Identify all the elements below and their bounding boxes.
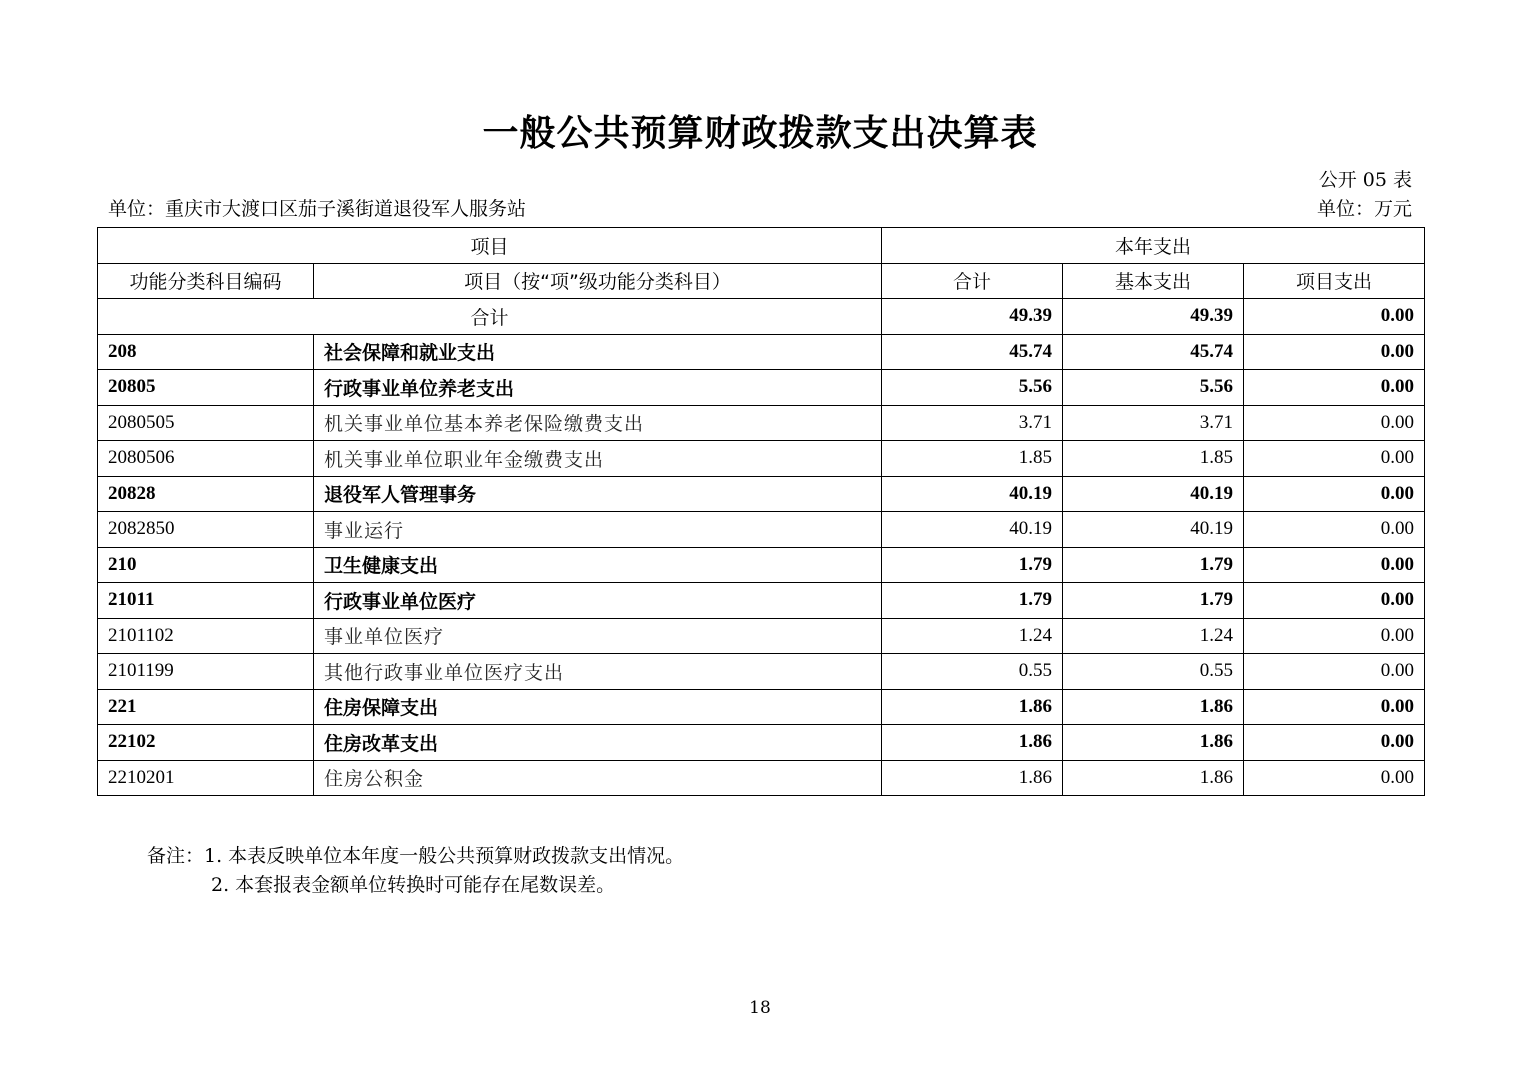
table-row	[98, 618, 1425, 654]
row-name: 退役军人管理事务	[314, 476, 882, 512]
row-total: 1.79	[882, 583, 1063, 619]
total-amount: 49.39	[882, 299, 1063, 335]
row-project: 0.00	[1244, 370, 1425, 406]
row-code: 2082850	[98, 512, 314, 548]
row-name: 卫生健康支出	[314, 547, 882, 583]
row-name: 社会保障和就业支出	[314, 334, 882, 370]
row-total: 1.86	[882, 689, 1063, 725]
table-row	[98, 583, 1425, 619]
row-total: 3.71	[882, 405, 1063, 441]
row-project: 0.00	[1244, 689, 1425, 725]
row-code: 2101199	[98, 654, 314, 690]
row-total: 1.86	[882, 760, 1063, 796]
row-project: 0.00	[1244, 476, 1425, 512]
header-total: 合计	[882, 263, 1063, 299]
total-project: 0.00	[1244, 299, 1425, 335]
expenditure-table	[97, 227, 1425, 796]
header-item: 项目	[98, 228, 882, 264]
row-total: 40.19	[882, 476, 1063, 512]
row-code: 208	[98, 334, 314, 370]
total-row	[98, 299, 1425, 335]
row-name: 住房公积金	[314, 760, 882, 796]
row-name: 行政事业单位医疗	[314, 583, 882, 619]
row-basic: 1.86	[1063, 725, 1244, 761]
row-project: 0.00	[1244, 583, 1425, 619]
remark-line-1: 备注：1. 本表反映单位本年度一般公共预算财政拨款支出情况。	[147, 845, 685, 867]
row-basic: 1.86	[1063, 689, 1244, 725]
row-basic: 45.74	[1063, 334, 1244, 370]
table-row	[98, 476, 1425, 512]
row-basic: 3.71	[1063, 405, 1244, 441]
row-code: 2101102	[98, 618, 314, 654]
row-total: 40.19	[882, 512, 1063, 548]
row-name: 事业单位医疗	[314, 618, 882, 654]
row-basic: 40.19	[1063, 512, 1244, 548]
header-year-expense: 本年支出	[882, 228, 1425, 264]
table-row	[98, 547, 1425, 583]
row-code: 22102	[98, 725, 314, 761]
header-name: 项目（按“项”级功能分类科目）	[314, 263, 882, 299]
row-name: 行政事业单位养老支出	[314, 370, 882, 406]
row-code: 21011	[98, 583, 314, 619]
row-name: 住房保障支出	[314, 689, 882, 725]
row-code: 210	[98, 547, 314, 583]
row-total: 1.79	[882, 547, 1063, 583]
row-basic: 1.85	[1063, 441, 1244, 477]
row-project: 0.00	[1244, 405, 1425, 441]
row-code: 221	[98, 689, 314, 725]
row-name: 机关事业单位职业年金缴费支出	[314, 441, 882, 477]
row-total: 0.55	[882, 654, 1063, 690]
row-basic: 1.79	[1063, 583, 1244, 619]
table-row	[98, 654, 1425, 690]
header-row-top	[98, 228, 1425, 264]
header-row-sub	[98, 263, 1425, 299]
table-row	[98, 370, 1425, 406]
row-project: 0.00	[1244, 618, 1425, 654]
table-row	[98, 334, 1425, 370]
row-basic: 0.55	[1063, 654, 1244, 690]
remarks	[147, 842, 684, 900]
row-code: 2210201	[98, 760, 314, 796]
row-project: 0.00	[1244, 512, 1425, 548]
page-title: 一般公共预算财政拨款支出决算表	[482, 113, 1038, 154]
row-code: 20805	[98, 370, 314, 406]
table-row	[98, 725, 1425, 761]
table-row	[98, 689, 1425, 725]
row-code: 2080506	[98, 441, 314, 477]
table-row	[98, 405, 1425, 441]
row-name: 机关事业单位基本养老保险缴费支出	[314, 405, 882, 441]
row-code: 20828	[98, 476, 314, 512]
row-basic: 1.24	[1063, 618, 1244, 654]
currency-unit: 单位：万元	[1316, 198, 1412, 220]
row-code: 2080505	[98, 405, 314, 441]
row-project: 0.00	[1244, 654, 1425, 690]
total-basic: 49.39	[1063, 299, 1244, 335]
row-total: 5.56	[882, 370, 1063, 406]
row-basic: 1.79	[1063, 547, 1244, 583]
header-basic: 基本支出	[1063, 263, 1244, 299]
page-number: 18	[749, 998, 771, 1018]
row-total: 1.85	[882, 441, 1063, 477]
header-project: 项目支出	[1244, 263, 1425, 299]
row-project: 0.00	[1244, 441, 1425, 477]
row-total: 1.24	[882, 618, 1063, 654]
row-basic: 40.19	[1063, 476, 1244, 512]
row-project: 0.00	[1244, 547, 1425, 583]
row-total: 1.86	[882, 725, 1063, 761]
row-project: 0.00	[1244, 760, 1425, 796]
row-name: 住房改革支出	[314, 725, 882, 761]
row-project: 0.00	[1244, 725, 1425, 761]
table-row	[98, 512, 1425, 548]
table-row	[98, 760, 1425, 796]
row-project: 0.00	[1244, 334, 1425, 370]
row-basic: 1.86	[1063, 760, 1244, 796]
reporting-unit: 单位：重庆市大渡口区茄子溪街道退役军人服务站	[108, 198, 527, 220]
row-total: 45.74	[882, 334, 1063, 370]
row-name: 事业运行	[314, 512, 882, 548]
header-code: 功能分类科目编码	[98, 263, 314, 299]
row-name: 其他行政事业单位医疗支出	[314, 654, 882, 690]
total-label: 合计	[98, 299, 882, 335]
table-row	[98, 441, 1425, 477]
form-number: 公开 05 表	[1318, 169, 1412, 191]
remark-line-2: 2. 本套报表金额单位转换时可能存在尾数误差。	[211, 874, 616, 896]
row-basic: 5.56	[1063, 370, 1244, 406]
